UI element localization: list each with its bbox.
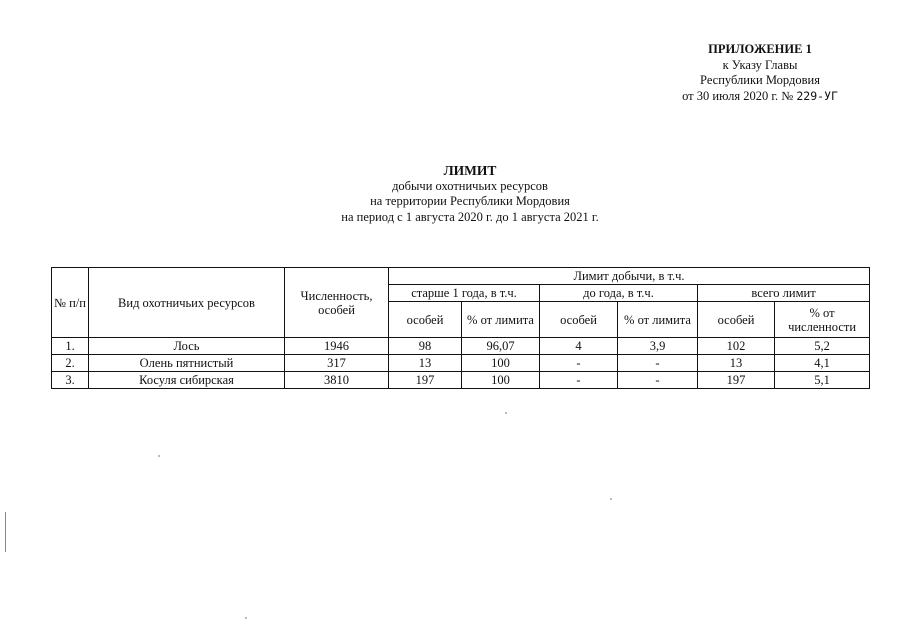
cell-young-ind: - bbox=[540, 355, 618, 372]
cell-num: 2. bbox=[52, 355, 89, 372]
cell-total-pct: 5,2 bbox=[775, 338, 870, 355]
cell-total-ind: 13 bbox=[698, 355, 775, 372]
cell-kind: Олень пятнистый bbox=[89, 355, 285, 372]
header-total-pct: % от численности bbox=[775, 302, 870, 338]
table-row bbox=[52, 355, 870, 372]
scan-speck bbox=[158, 455, 160, 457]
cell-total-ind: 102 bbox=[698, 338, 775, 355]
header-total-ind: особей bbox=[698, 302, 775, 338]
header-total: всего лимит bbox=[698, 285, 870, 302]
header-young: до года, в т.ч. bbox=[540, 285, 698, 302]
scan-speck bbox=[505, 412, 507, 414]
table-row bbox=[52, 338, 870, 355]
cell-population: 3810 bbox=[285, 372, 389, 389]
appendix-title: ПРИЛОЖЕНИЕ 1 bbox=[708, 42, 812, 56]
header-young-pct: % от лимита bbox=[618, 302, 698, 338]
header-older: старше 1 года, в т.ч. bbox=[389, 285, 540, 302]
header-older-ind: особей bbox=[389, 302, 462, 338]
cell-young-pct: 3,9 bbox=[618, 338, 698, 355]
cell-young-pct: - bbox=[618, 372, 698, 389]
header-num: № п/п bbox=[52, 268, 89, 338]
cell-total-pct: 4,1 bbox=[775, 355, 870, 372]
appendix-date bbox=[640, 89, 880, 105]
scan-speck bbox=[245, 617, 247, 619]
cell-young-pct: - bbox=[618, 355, 698, 372]
heading-line-3: на период с 1 августа 2020 г. до 1 августа 2021 г. bbox=[341, 209, 599, 224]
limit-table bbox=[51, 267, 870, 389]
cell-total-pct: 5,1 bbox=[775, 372, 870, 389]
heading-line-2: на территории Республики Мордовия bbox=[370, 194, 570, 208]
cell-num: 3. bbox=[52, 372, 89, 389]
header-limit: Лимит добычи, в т.ч. bbox=[389, 268, 870, 285]
document-heading bbox=[200, 163, 740, 225]
heading-line-1: добычи охотничьих ресурсов bbox=[392, 178, 548, 193]
cell-older-ind: 197 bbox=[389, 372, 462, 389]
table-row bbox=[52, 372, 870, 389]
scan-speck bbox=[610, 498, 612, 500]
appendix-number: 229-УГ bbox=[796, 88, 838, 103]
appendix-line-2: Республики Мордовия bbox=[700, 73, 820, 87]
header-older-pct: % от лимита bbox=[462, 302, 540, 338]
cell-population: 1946 bbox=[285, 338, 389, 355]
cell-kind: Лось bbox=[89, 338, 285, 355]
cell-population: 317 bbox=[285, 355, 389, 372]
cell-num: 1. bbox=[52, 338, 89, 355]
appendix-date-prefix: от bbox=[682, 88, 694, 103]
cell-kind: Косуля сибирская bbox=[89, 372, 285, 389]
scan-speck bbox=[5, 512, 6, 552]
header-young-ind: особей bbox=[540, 302, 618, 338]
appendix-date-text: 30 июля 2020 г. № bbox=[696, 88, 794, 103]
cell-total-ind: 197 bbox=[698, 372, 775, 389]
cell-older-pct: 96,07 bbox=[462, 338, 540, 355]
cell-older-ind: 13 bbox=[389, 355, 462, 372]
cell-young-ind: - bbox=[540, 372, 618, 389]
appendix-block bbox=[640, 42, 880, 104]
header-population: Численность, особей bbox=[285, 268, 389, 338]
appendix-line-1: к Указу Главы bbox=[722, 57, 798, 72]
header-kind: Вид охотничьих ресурсов bbox=[89, 268, 285, 338]
cell-older-pct: 100 bbox=[462, 372, 540, 389]
cell-older-ind: 98 bbox=[389, 338, 462, 355]
cell-older-pct: 100 bbox=[462, 355, 540, 372]
heading-title: ЛИМИТ bbox=[443, 163, 497, 178]
cell-young-ind: 4 bbox=[540, 338, 618, 355]
